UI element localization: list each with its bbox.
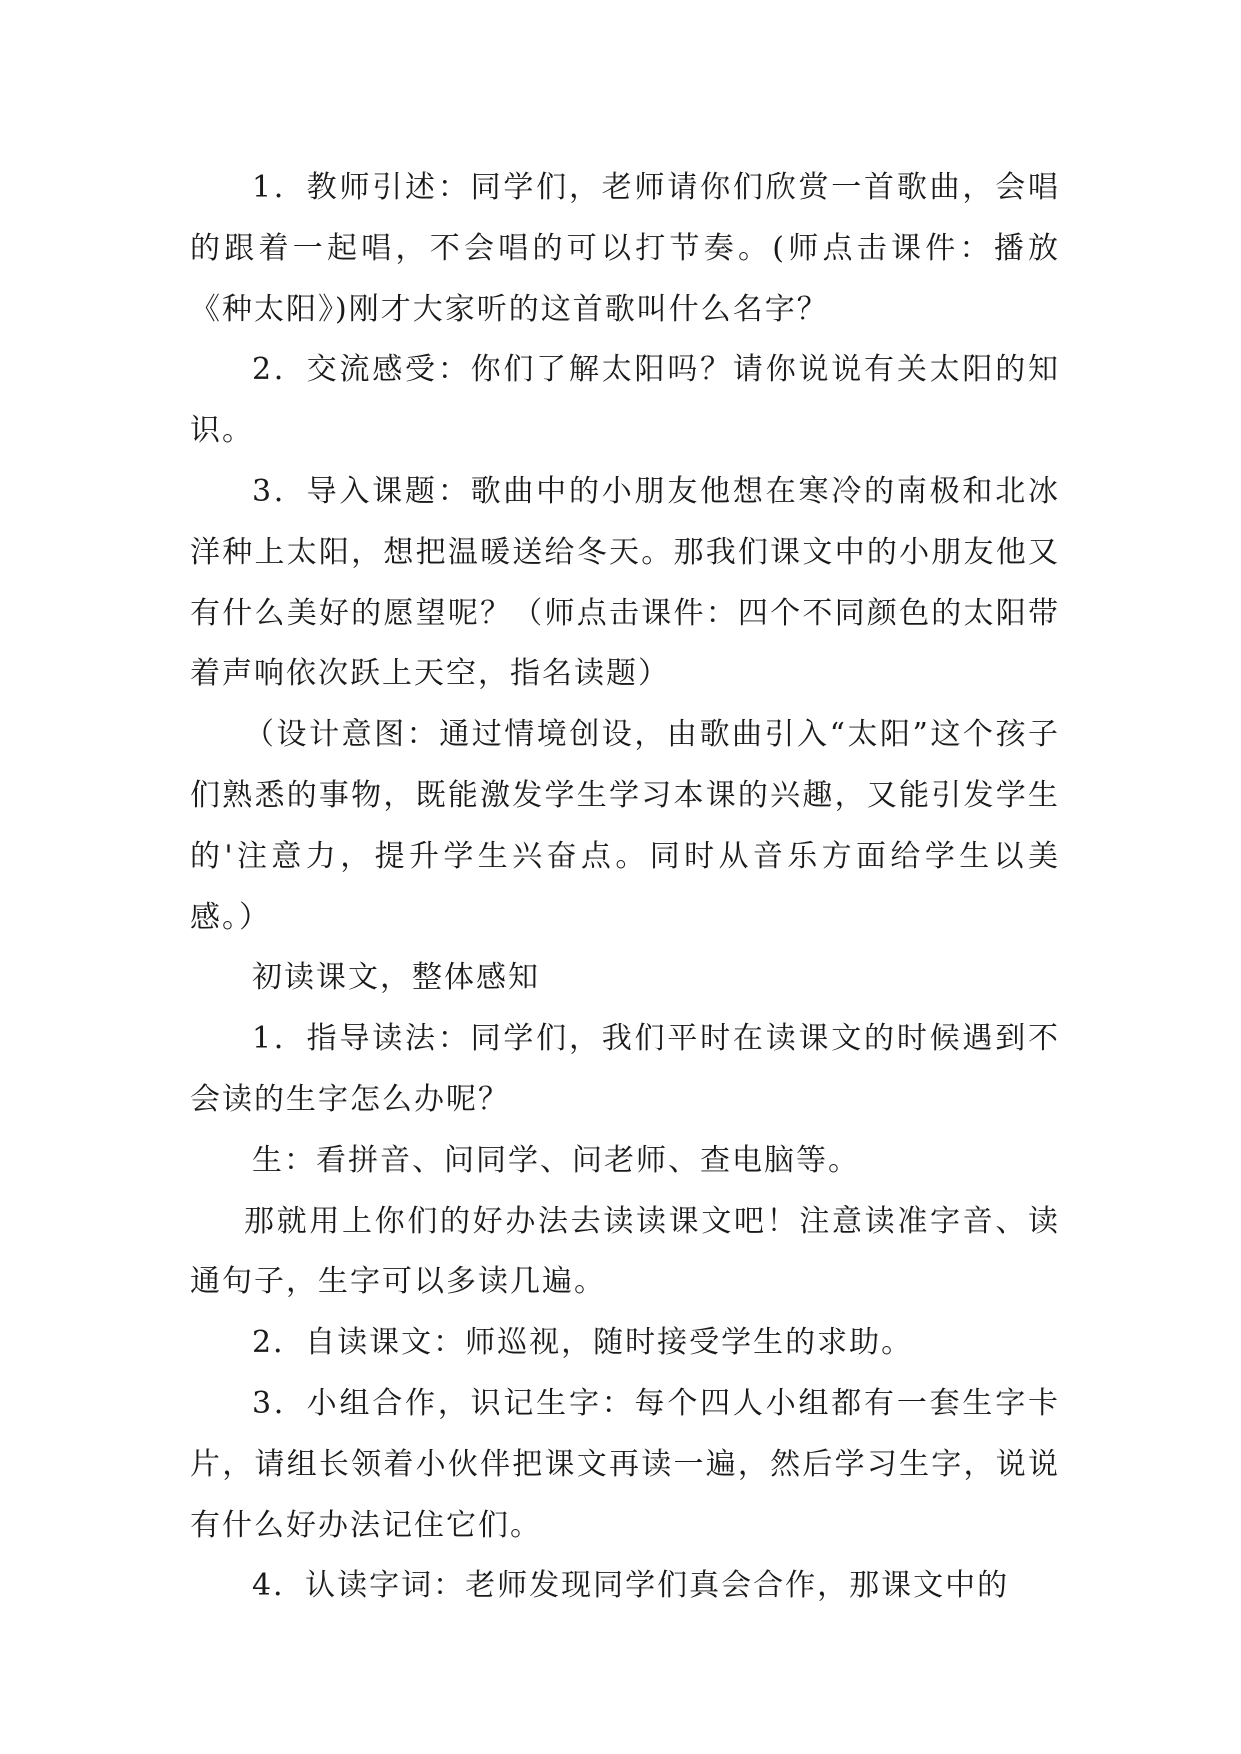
paragraph-self-reading: 2．自读课文：师巡视，随时接受学生的求助。 bbox=[252, 1325, 914, 1361]
paragraph-student-answer: 生：看拼音、问同学、问老师、查电脑等。 bbox=[252, 1142, 860, 1178]
paragraph-word-recognition: 4．认读字词：老师发现同学们真会合作，那课文中的 bbox=[252, 1568, 1010, 1604]
paragraph-design-intent: （设计意图：通过情境创设，由歌曲引入“太阳”这个孩子们熟悉的事物，既能激发学生学习本课的兴趣，又能引发学生的'注意力，提升学生兴奋点。同时从音乐方面给学生以美感。） bbox=[190, 717, 1060, 935]
paragraph-group-cooperation: 3．小组合作，识记生字：每个四人小组都有一套生字卡片，请组长领着小伙伴把课文再读一遍，然后学习生字，说说有什么好办法记住它们。 bbox=[190, 1385, 1060, 1543]
paragraph-teacher-intro: 1．教师引述：同学们，老师请你们欣赏一首歌曲，会唱的跟着一起唱，不会唱的可以打节奏。(师点击课件：播放《种太阳》)刚才大家听的这首歌叫什么名字？ bbox=[190, 170, 1060, 327]
section-heading-first-reading: 初读课文，整体感知 bbox=[252, 960, 540, 996]
paragraph-introduce-topic: 3．导入课题：歌曲中的小朋友他想在寒冷的南极和北冰洋种上太阳，想把温暖送给冬天。那我们课文中的小朋友他又有什么美好的愿望呢？（师点击课件：四个不同颜色的太阳带着声响依次跃上天空，指名读题） bbox=[190, 473, 1060, 692]
paragraph-exchange-feelings: 2．交流感受：你们了解太阳吗？请你说说有关太阳的知识。 bbox=[190, 352, 1060, 449]
paragraph-reading-encouragement: 那就用上你们的好办法去读读课文吧！注意读准字音、读通句子，生字可以多读几遍。 bbox=[190, 1203, 1060, 1300]
paragraph-reading-guidance: 1．指导读法：同学们，我们平时在读课文的时候遇到不会读的生字怎么办呢？ bbox=[190, 1021, 1060, 1117]
document-body bbox=[190, 158, 1060, 1617]
